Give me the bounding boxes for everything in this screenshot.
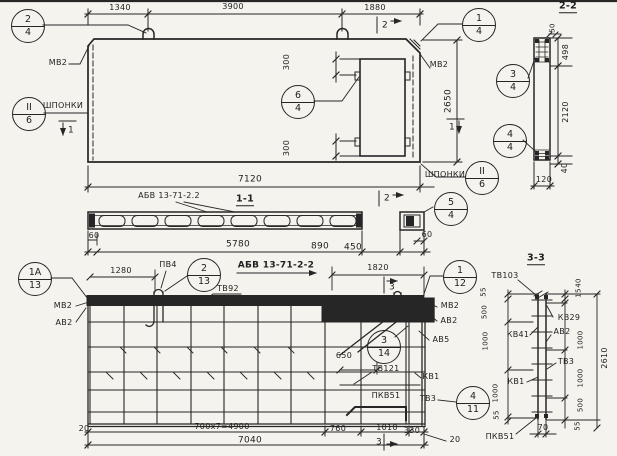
dim-300-top: 300	[282, 53, 291, 71]
elevation-linework	[43, 9, 465, 192]
section-2-2-title: 2-2	[558, 0, 578, 12]
callout-bottom: 4	[475, 25, 483, 37]
callout-1-4	[462, 8, 496, 42]
callout-top: II	[13, 103, 45, 115]
callout-4-4	[493, 124, 527, 158]
label-tv3-plan: ТВ3	[419, 394, 437, 403]
dim-650: 650	[335, 351, 353, 360]
dim-760: 760	[329, 424, 347, 433]
dim-330: 330	[403, 426, 421, 435]
label-keys-right: ШПОНКИ	[424, 170, 466, 179]
dim-2120: 2120	[561, 101, 570, 123]
section-1-1-linework	[85, 191, 433, 255]
callout-top: 3	[368, 336, 400, 348]
callout-1-12	[443, 260, 477, 294]
callout-top: 2	[12, 15, 44, 27]
callout-bottom: 4	[24, 26, 32, 38]
callout-top: 1	[444, 266, 476, 278]
product-mark-1-1: АБВ 13-71-2.2	[138, 191, 200, 200]
callout-bottom: 13	[28, 279, 42, 291]
label-kv1-plan: КВ1	[422, 372, 440, 381]
callout-top: 4	[494, 130, 526, 142]
dim-3900: 3900	[222, 2, 244, 11]
callout-top: 2	[188, 264, 220, 276]
callout-4-11	[456, 386, 490, 420]
dim-33-right-500: 500	[576, 397, 585, 413]
callout-3-4	[496, 64, 530, 98]
callout-bottom: 6	[478, 178, 486, 190]
label-av2-33: АВ2	[553, 327, 571, 336]
callout-bottom: 13	[197, 275, 211, 287]
callout-6-4	[281, 85, 315, 119]
label-av2-plan-right: АВ2	[440, 316, 458, 325]
label-av5: АВ5	[432, 335, 450, 344]
dim-1010: 1010	[376, 423, 398, 432]
dim-33-right-55: 55	[573, 421, 582, 431]
dim-33-left-55a: 55	[479, 287, 488, 297]
label-tv103: ТВ103	[491, 271, 519, 280]
callout-bottom: 14	[377, 347, 391, 359]
callout-II-6-left	[12, 97, 46, 131]
callout-5-4	[434, 192, 468, 226]
dim-33-left-500: 500	[480, 304, 489, 320]
label-tv3-33: ТВ3	[557, 357, 575, 366]
callout-top: 1	[463, 14, 495, 26]
label-kv41: КВ41	[506, 330, 530, 339]
callout-top: 3	[497, 70, 529, 82]
dim-20-left: 20	[78, 424, 90, 433]
label-kv29: КВ29	[557, 313, 581, 322]
dim-33-left-1000a: 1000	[481, 331, 490, 351]
callout-bottom: 4	[294, 102, 302, 114]
label-mv2-plan-left: МВ2	[53, 301, 73, 310]
callout-bottom: 11	[466, 403, 480, 415]
section-mark-1-left: 1	[67, 125, 75, 136]
callout-bottom: 12	[453, 277, 467, 289]
label-pkv51-plan: ПКВ51	[371, 391, 401, 400]
dim-2650: 2650	[443, 88, 454, 114]
dim-60-left: 60	[88, 231, 100, 240]
dim-300-bottom: 300	[282, 139, 291, 157]
section-1-1-title: 1-1	[235, 193, 255, 205]
section-3-3-linework	[505, 280, 600, 437]
plan-title: АБВ 13-71-2-2	[237, 260, 315, 271]
callout-II-6-right	[465, 161, 499, 195]
dim-498: 498	[561, 43, 570, 61]
label-keys-left: ШПОНКИ	[42, 101, 84, 110]
section-3-3-title: 3-3	[526, 252, 546, 264]
dim-1880: 1880	[364, 3, 386, 12]
label-pkv51-33: ПКВ51	[485, 432, 515, 441]
dim-33-right-40: 40	[574, 278, 583, 288]
dim-33-right-1000a: 1000	[576, 330, 585, 350]
dim-70: 70	[537, 423, 549, 432]
dim-4900: 700х7=4900	[194, 422, 250, 431]
section-mark-2-bottom: 2	[383, 193, 391, 204]
label-av2-plan-left: АВ2	[55, 318, 73, 327]
section-mark-3-top: 3	[388, 282, 396, 293]
dim-2610: 2610	[600, 347, 609, 369]
dim-33-left-55b: 55	[492, 410, 501, 420]
label-mv2-left: МВ2	[48, 58, 68, 67]
dim-60-right: 60	[421, 230, 433, 239]
dim-7120: 7120	[237, 174, 263, 185]
callout-2-13	[187, 258, 221, 292]
callout-top: 1А	[19, 268, 51, 280]
section-mark-1-right: 1	[448, 122, 456, 133]
dim-7040: 7040	[237, 435, 263, 446]
dim-120: 120	[535, 175, 553, 184]
label-pv4: ПВ4	[159, 260, 177, 269]
dim-1280: 1280	[110, 266, 132, 275]
dim-40: 40	[560, 162, 569, 174]
callout-2-4	[11, 9, 45, 43]
section-mark-2-top: 2	[381, 20, 389, 31]
callout-bottom: 4	[447, 209, 455, 221]
dim-33-right-1000b: 1000	[576, 368, 585, 388]
callout-top: II	[466, 167, 498, 179]
callout-bottom: 4	[509, 81, 517, 93]
label-tv92: ТВ92	[217, 284, 239, 293]
callout-top: 6	[282, 91, 314, 103]
dim-20-right: 20	[449, 435, 461, 444]
dim-50: 50	[548, 23, 557, 33]
callout-top: 5	[435, 198, 467, 210]
dim-1340: 1340	[109, 3, 131, 12]
section-mark-3-bottom: 3	[375, 437, 383, 448]
callout-1A-13	[18, 262, 52, 296]
dim-5780: 5780	[225, 239, 251, 250]
label-kv1-33: КВ1	[507, 377, 525, 386]
label-mv2-plan-right: МВ2	[440, 301, 460, 310]
dim-33-right-15: 15	[574, 288, 583, 298]
callout-bottom: 6	[25, 114, 33, 126]
callout-bottom: 4	[506, 141, 514, 153]
label-mv2-right: МВ2	[429, 60, 449, 69]
dim-33-left-1000b: 1000	[491, 383, 500, 403]
dim-450: 450	[343, 242, 363, 253]
callout-top: 4	[457, 392, 489, 404]
label-tv121: ТВ121	[372, 364, 400, 373]
callout-3-14	[367, 330, 401, 364]
dim-1820: 1820	[367, 263, 389, 272]
dim-890: 890	[310, 241, 330, 252]
